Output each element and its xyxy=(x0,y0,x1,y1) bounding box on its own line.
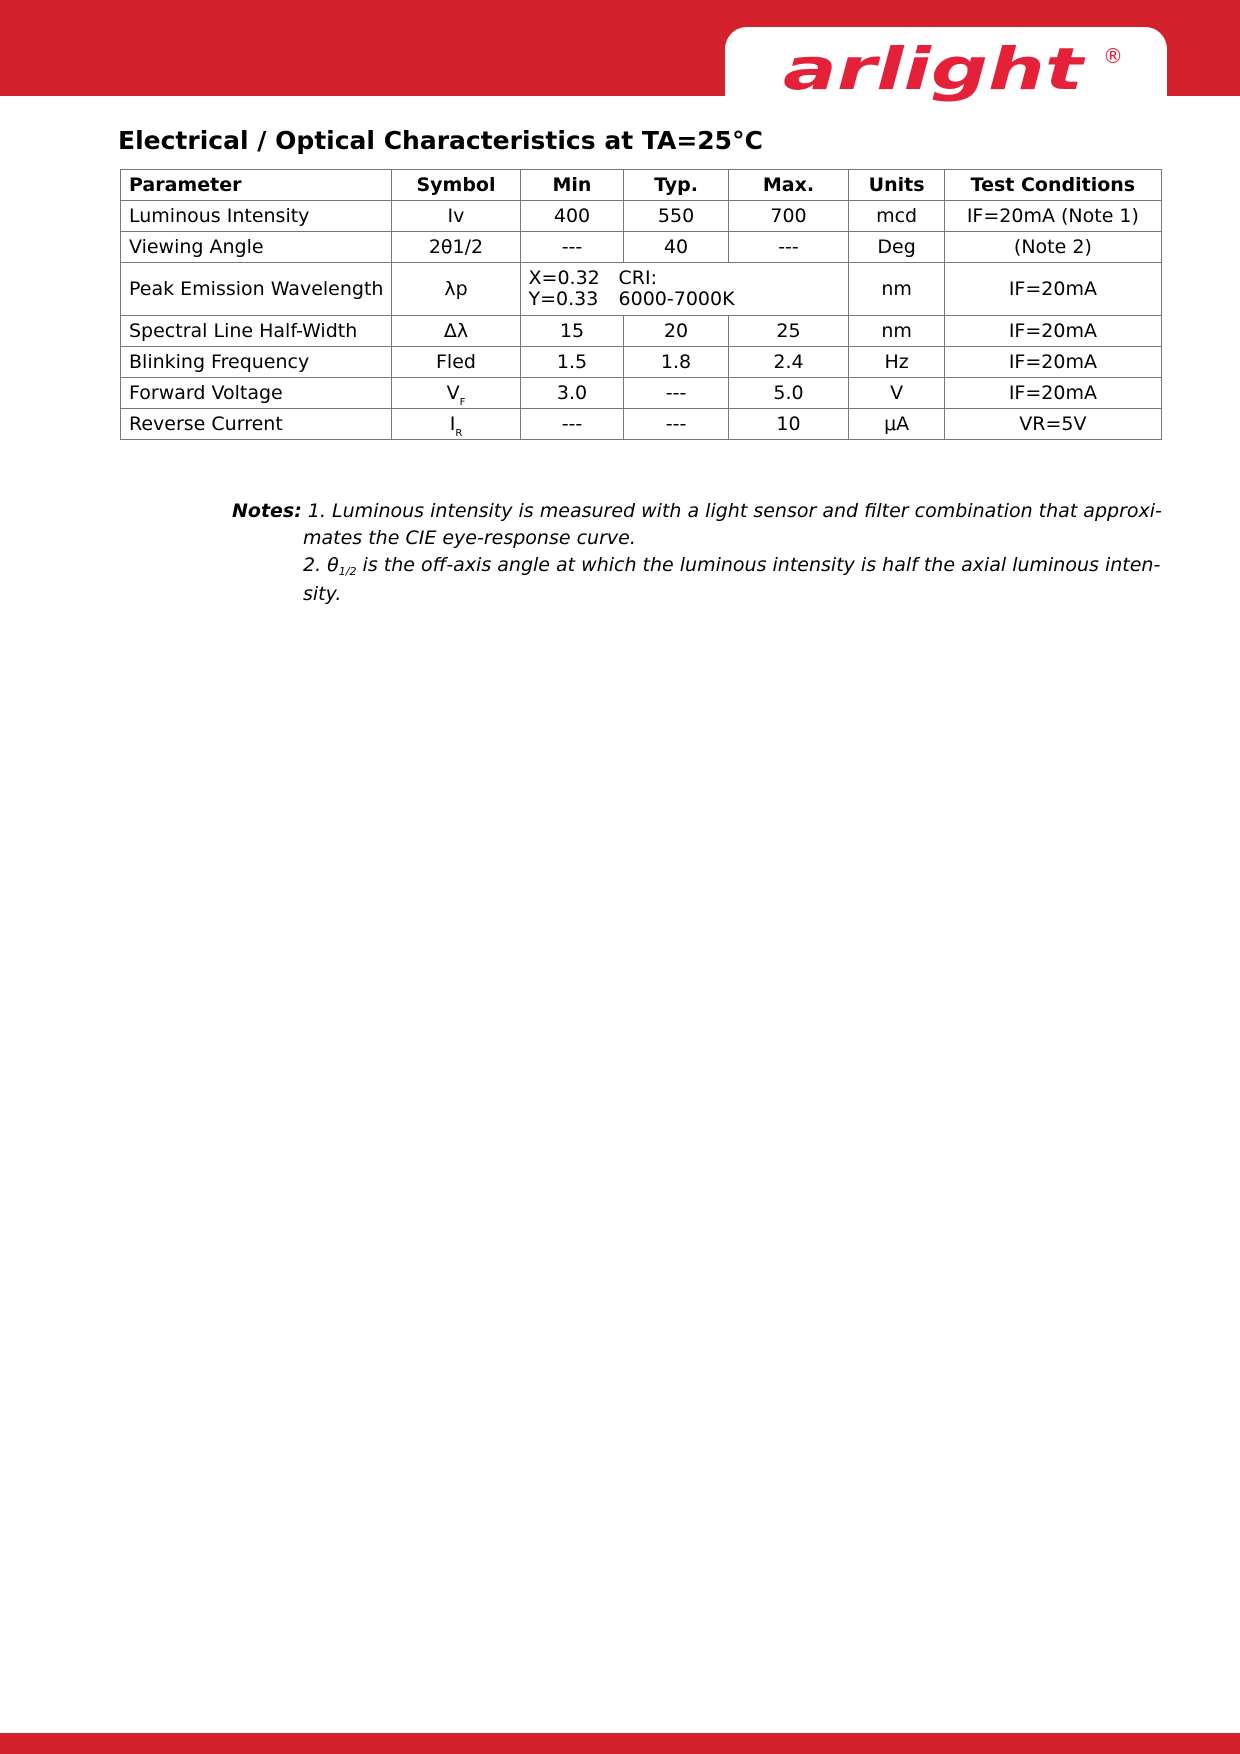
registered-mark: ® xyxy=(1103,44,1123,68)
table-row xyxy=(121,316,1162,347)
note-1-text: 1. Luminous intensity is measured with a light sensor and filter combination that approxi- xyxy=(307,500,1162,522)
cell-conditions: IF=20mA xyxy=(944,263,1161,316)
cell-units: Hz xyxy=(849,347,944,378)
cell-parameter: Spectral Line Half-Width xyxy=(121,316,392,347)
cell-min: 1.5 xyxy=(520,347,624,378)
table-row xyxy=(121,201,1162,232)
cell-symbol: Fled xyxy=(392,347,520,378)
header-max: Max. xyxy=(728,170,849,201)
symbol-main: V xyxy=(446,382,460,404)
symbol-subscript: R xyxy=(455,428,463,439)
cell-parameter: Viewing Angle xyxy=(121,232,392,263)
cell-conditions: IF=20mA xyxy=(944,316,1161,347)
note-1-line-2: mates the CIE eye-response curve. xyxy=(303,527,636,549)
notes-label: Notes: xyxy=(232,500,302,522)
cell-symbol: 2θ1/2 xyxy=(392,232,520,263)
table-row xyxy=(121,232,1162,263)
note-2-prefix: 2. θ xyxy=(303,554,339,576)
cell-symbol: λp xyxy=(392,263,520,316)
characteristics-table xyxy=(120,169,1162,440)
header-units: Units xyxy=(849,170,944,201)
cell-conditions: IF=20mA xyxy=(944,347,1161,378)
cell-units: Deg xyxy=(849,232,944,263)
cell-min: --- xyxy=(520,232,624,263)
note-1-line-1 xyxy=(232,498,1162,525)
table-header-row xyxy=(121,170,1162,201)
cell-max: --- xyxy=(728,232,849,263)
logo-tab xyxy=(725,27,1167,107)
cell-min: 15 xyxy=(520,316,624,347)
notes-section xyxy=(232,498,1162,608)
cell-typ: 550 xyxy=(624,201,728,232)
header-bar xyxy=(0,0,1240,103)
cell-max: 5.0 xyxy=(728,378,849,409)
table-row xyxy=(121,347,1162,378)
table-row xyxy=(121,378,1162,409)
header-symbol: Symbol xyxy=(392,170,520,201)
table-row xyxy=(121,409,1162,440)
footer-bar xyxy=(0,1733,1240,1754)
cell-parameter: Forward Voltage xyxy=(121,378,392,409)
note-2-line-2: sity. xyxy=(303,583,342,605)
cell-min: --- xyxy=(520,409,624,440)
cri-label: CRI: xyxy=(618,267,657,289)
cell-parameter: Luminous Intensity xyxy=(121,201,392,232)
cell-parameter: Reverse Current xyxy=(121,409,392,440)
cell-min: 3.0 xyxy=(520,378,624,409)
cell-symbol: Δλ xyxy=(392,316,520,347)
cell-parameter: Peak Emission Wavelength xyxy=(121,263,392,316)
cell-typ: 1.8 xyxy=(624,347,728,378)
cell-units: V xyxy=(849,378,944,409)
cell-units: μA xyxy=(849,409,944,440)
cell-symbol: Iv xyxy=(392,201,520,232)
note-2-line-1 xyxy=(232,552,1162,581)
cell-symbol xyxy=(392,409,520,440)
chromaticity-y: Y=0.33 xyxy=(528,288,599,310)
cell-conditions: IF=20mA xyxy=(944,378,1161,409)
page-title: Electrical / Optical Characteristics at TA=25°C xyxy=(118,126,763,155)
cell-typ: --- xyxy=(624,409,728,440)
chromaticity-x: X=0.32 xyxy=(528,267,600,289)
cell-max: 700 xyxy=(728,201,849,232)
arlight-logo xyxy=(725,27,1167,107)
cell-conditions: (Note 2) xyxy=(944,232,1161,263)
symbol-subscript: F xyxy=(459,397,466,408)
cell-symbol xyxy=(392,378,520,409)
cell-conditions: IF=20mA (Note 1) xyxy=(944,201,1161,232)
cell-parameter: Blinking Frequency xyxy=(121,347,392,378)
header-typ: Typ. xyxy=(624,170,728,201)
symbol-main: I xyxy=(449,413,456,435)
cell-typ: 20 xyxy=(624,316,728,347)
table-row xyxy=(121,263,1162,316)
cell-min: 400 xyxy=(520,201,624,232)
cell-max: 10 xyxy=(728,409,849,440)
cell-units: nm xyxy=(849,263,944,316)
cell-chromaticity-cri xyxy=(520,263,849,316)
cell-max: 2.4 xyxy=(728,347,849,378)
cell-max: 25 xyxy=(728,316,849,347)
note-2-subscript: 1/2 xyxy=(338,565,357,578)
cell-typ: 40 xyxy=(624,232,728,263)
logo-wordmark: arlight xyxy=(783,35,1087,103)
header-test-conditions: Test Conditions xyxy=(944,170,1161,201)
cell-units: nm xyxy=(849,316,944,347)
cell-conditions: VR=5V xyxy=(944,409,1161,440)
header-parameter: Parameter xyxy=(121,170,392,201)
cct-range: 6000-7000K xyxy=(618,288,735,310)
cell-typ: --- xyxy=(624,378,728,409)
note-2-text: is the off-axis angle at which the luminous intensity is half the axial luminous inten- xyxy=(356,554,1161,576)
cell-units: mcd xyxy=(849,201,944,232)
header-min: Min xyxy=(520,170,624,201)
